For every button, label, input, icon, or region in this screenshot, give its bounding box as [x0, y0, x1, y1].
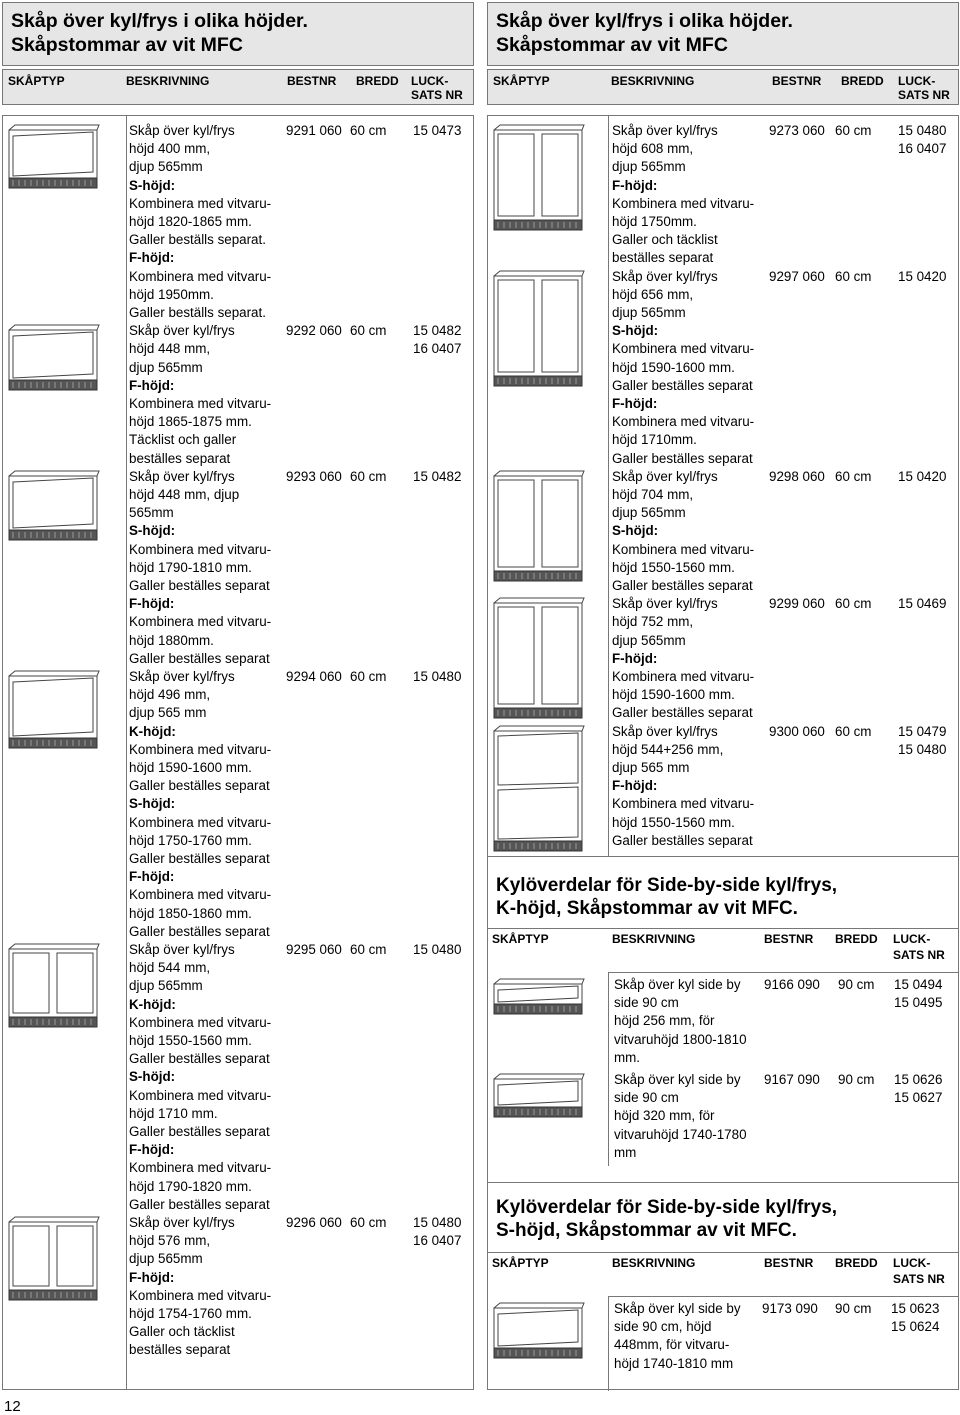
order-number: 9173 090	[762, 1301, 818, 1316]
description-line: djup 565 mm	[612, 760, 690, 775]
door-set-number: 15 0623	[891, 1301, 940, 1316]
description-line: höjd 608 mm,	[612, 141, 694, 157]
description-line: Galler beställes separat	[129, 1124, 270, 1140]
order-number: 9297 060	[769, 268, 825, 284]
description-line: höjd 1880mm.	[129, 632, 214, 648]
column-divider	[608, 972, 609, 1166]
description-line: vitvaruhöjd 1740-1780	[614, 1126, 747, 1142]
width-value: 60 cm	[350, 323, 387, 339]
product-row	[488, 122, 958, 268]
product-row	[488, 268, 958, 468]
description-line: Kombinera med vitvaru-	[129, 195, 272, 211]
door-set-number: 15 0495	[894, 995, 943, 1011]
row-description	[129, 322, 271, 468]
description-line: Galler beställes separat	[129, 578, 270, 594]
width-value: 60 cm	[350, 669, 387, 684]
width-value: 60 cm	[350, 942, 387, 957]
header-bestnr: BESTNR	[764, 932, 814, 946]
product-row	[488, 1071, 958, 1162]
order-number: 9298 060	[769, 468, 825, 484]
description-line: höjd 1754-1760 mm.	[129, 1306, 252, 1322]
height-label: F-höjd:	[612, 177, 658, 193]
description-line: höjd 1865-1875 mm.	[129, 414, 252, 430]
description-line: Täcklist och galler	[129, 432, 237, 448]
cabinet-drawing-icon	[3, 941, 103, 1029]
description-line: Skåp över kyl/frys	[612, 723, 718, 739]
row-description	[614, 976, 747, 1067]
description-line: Kombinera med vitvaru-	[129, 541, 272, 557]
description-line: höjd 320 mm, för	[614, 1108, 715, 1124]
description-line: Kombinera med vitvaru-	[612, 541, 755, 557]
description-line: Skåp över kyl side by	[614, 1301, 741, 1316]
description-line: höjd 1750-1760 mm.	[129, 832, 252, 848]
header-bestnr: BESTNR	[772, 74, 822, 88]
description-line: höjd 1790-1820 mm.	[129, 1178, 252, 1194]
description-line: side 90 cm	[614, 1090, 679, 1106]
description-line: Galler beställes separat	[129, 1196, 270, 1212]
header-bredd: BREDD	[841, 74, 884, 88]
header-skaptyp: SKÅPTYP	[8, 74, 65, 88]
description-line: höjd 656 mm,	[612, 286, 694, 302]
product-row	[488, 468, 958, 595]
width-value: 60 cm	[835, 723, 872, 739]
cabinet-drawing-icon	[488, 468, 588, 583]
door-set-number: 15 0626	[894, 1072, 943, 1087]
description-line: Kombinera med vitvaru-	[612, 195, 755, 211]
description-line: Galler beställes separat	[129, 1051, 270, 1067]
product-row	[3, 468, 473, 668]
row-description	[612, 468, 754, 595]
order-number: 9296 060	[286, 1215, 342, 1230]
order-number: 9299 060	[769, 596, 825, 612]
header-skaptyp: SKÅPTYP	[493, 74, 550, 88]
section-title-k-hojd-2: K-höjd, Skåpstommar av vit MFC.	[496, 898, 798, 919]
section-divider	[488, 1252, 958, 1253]
order-number: 9273 060	[769, 123, 825, 138]
description-line: Galler och täcklist	[612, 232, 718, 248]
description-line: Kombinera med vitvaru-	[129, 396, 272, 411]
width-value: 60 cm	[835, 596, 872, 612]
description-line: höjd 1590-1600 mm.	[129, 760, 252, 776]
header-lucksats-2: SATS NR	[893, 1272, 945, 1286]
description-line: djup 565mm	[612, 159, 686, 175]
header-beskrivning: BESKRIVNING	[612, 932, 696, 946]
order-number: 9291 060	[286, 123, 342, 138]
height-label: S-höjd:	[612, 523, 659, 539]
width-value: 60 cm	[835, 468, 872, 484]
right-column	[487, 2, 959, 1390]
order-number: 9292 060	[286, 323, 342, 339]
description-line: djup 565mm	[612, 305, 686, 320]
height-label: F-höjd:	[129, 869, 175, 885]
header-lucksats-1: LUCK-	[898, 74, 936, 88]
description-line: Skåp över kyl/frys	[129, 123, 235, 138]
cabinet-drawing-icon	[3, 668, 103, 750]
description-line: höjd 1950mm.	[129, 286, 214, 302]
door-set-number: 15 0482	[413, 468, 462, 484]
section-divider	[608, 1296, 958, 1297]
description-line: Kombinera med vitvaru-	[612, 341, 755, 357]
description-line: höjd 1750mm.	[612, 214, 697, 230]
description-line: mm	[614, 1144, 637, 1160]
width-value: 90 cm	[835, 1301, 872, 1316]
door-set-number: 15 0473	[413, 123, 462, 138]
description-line: Kombinera med vitvaru-	[612, 796, 755, 812]
header-beskrivning: BESKRIVNING	[612, 1256, 696, 1270]
product-row	[3, 941, 473, 1214]
cabinet-drawing-icon	[488, 976, 588, 1016]
section-title-k-hojd-1: Kylöverdelar för Side-by-side kyl/frys,	[496, 875, 838, 896]
description-line: höjd 752 mm,	[612, 614, 694, 630]
description-line: höjd 544 mm,	[129, 960, 211, 976]
row-description	[612, 122, 754, 268]
description-line: Kombinera med vitvaru-	[129, 814, 272, 830]
row-description	[614, 1300, 741, 1373]
section-title-s-hojd-1: Kylöverdelar för Side-by-side kyl/frys,	[496, 1197, 838, 1218]
product-row	[488, 723, 958, 850]
width-value: 60 cm	[835, 123, 872, 138]
description-line: djup 565mm	[129, 978, 203, 994]
section-divider	[608, 972, 958, 973]
header-beskrivning: BESKRIVNING	[126, 74, 210, 88]
product-row	[3, 322, 473, 468]
description-line: höjd 1820-1865 mm.	[129, 214, 252, 230]
description-line: höjd 496 mm,	[129, 687, 211, 703]
description-line: Skåp över kyl/frys	[129, 1215, 235, 1230]
height-label: F-höjd:	[129, 1269, 175, 1285]
description-line: Galler beställs separat.	[129, 232, 266, 248]
cabinet-drawing-icon	[488, 595, 588, 720]
width-value: 90 cm	[838, 977, 875, 992]
column-divider	[608, 116, 609, 856]
height-label: S-höjd:	[129, 177, 176, 193]
order-number: 9300 060	[769, 723, 825, 739]
product-row	[3, 122, 473, 322]
description-line: djup 565 mm	[129, 705, 207, 721]
door-set-number: 15 0480	[413, 669, 462, 684]
description-line: Skåp över kyl side by	[614, 977, 741, 992]
door-set-number: 16 0407	[898, 141, 947, 157]
description-line: höjd 1550-1560 mm.	[129, 1033, 252, 1049]
description-line: höjd 448 mm, djup	[129, 487, 240, 502]
row-description	[614, 1071, 747, 1162]
description-line: djup 565mm	[612, 632, 686, 648]
height-label: S-höjd:	[129, 523, 176, 539]
description-line: Kombinera med vitvaru-	[129, 1014, 272, 1030]
description-line: Galler beställes separat	[612, 450, 753, 466]
description-line: Galler beställes separat	[612, 578, 753, 594]
left-title-line-1: Skåp över kyl/frys i olika höjder.	[11, 10, 308, 32]
header-lucksats-1: LUCK-	[411, 74, 449, 88]
door-set-number: 16 0407	[413, 341, 462, 357]
door-set-number: 16 0407	[413, 1233, 462, 1249]
cabinet-drawing-icon	[488, 268, 588, 388]
width-value: 60 cm	[835, 268, 872, 284]
description-line: Galler beställes separat	[129, 851, 270, 867]
description-line: Galler beställs separat.	[129, 305, 266, 321]
description-line: Skåp över kyl/frys	[129, 669, 235, 684]
order-number: 9167 090	[764, 1072, 820, 1087]
description-line: Kombinera med vitvaru-	[129, 1287, 272, 1303]
description-line: höjd 1550-1560 mm.	[612, 814, 735, 830]
height-label: F-höjd:	[129, 596, 175, 612]
cabinet-drawing-icon	[3, 1214, 103, 1302]
product-row	[488, 595, 958, 722]
description-line: höjd 1710mm.	[612, 432, 697, 448]
description-line: Kombinera med vitvaru-	[129, 268, 272, 284]
description-line: Skåp över kyl/frys	[612, 596, 718, 612]
height-label: F-höjd:	[612, 650, 658, 666]
left-title-box	[2, 2, 474, 66]
description-line: side 90 cm, höjd	[614, 1319, 712, 1335]
description-line: mm.	[614, 1049, 641, 1065]
description-line: Galler beställes separat	[612, 832, 753, 848]
height-label: F-höjd:	[129, 250, 175, 266]
description-line: beställes separat	[129, 450, 231, 466]
section-divider	[488, 856, 958, 857]
header-bredd: BREDD	[835, 1256, 878, 1270]
cabinet-drawing-icon	[488, 723, 588, 853]
description-line: Galler beställes separat	[129, 650, 270, 666]
product-row	[488, 976, 958, 1067]
row-description	[129, 468, 271, 668]
description-line: djup 565mm	[129, 1251, 203, 1267]
description-line: Kombinera med vitvaru-	[129, 887, 272, 903]
door-set-number: 15 0480	[898, 123, 947, 138]
width-value: 60 cm	[350, 468, 387, 484]
right-table-header	[487, 69, 959, 105]
product-row	[3, 668, 473, 941]
description-line: Kombinera med vitvaru-	[612, 669, 755, 684]
cabinet-drawing-icon	[488, 1071, 588, 1119]
description-line: Skåp över kyl/frys	[612, 468, 718, 484]
description-line: Galler beställes separat	[129, 778, 270, 794]
left-column	[2, 2, 474, 1390]
order-number: 9295 060	[286, 942, 342, 957]
cabinet-drawing-icon	[3, 322, 103, 392]
description-line: Kombinera med vitvaru-	[129, 1087, 272, 1103]
row-description	[129, 1214, 271, 1360]
description-line: djup 565mm	[129, 159, 203, 175]
section-title-s-hojd-2: S-höjd, Skåpstommar av vit MFC.	[496, 1220, 797, 1241]
description-line: 448mm, för vitvaru-	[614, 1337, 730, 1353]
height-label: F-höjd:	[129, 377, 175, 393]
description-line: Galler beställes separat	[612, 377, 753, 393]
description-line: 565mm	[129, 505, 174, 521]
description-line: höjd 1550-1560 mm.	[612, 559, 735, 575]
section-divider	[488, 1182, 958, 1183]
order-number: 9166 090	[764, 977, 820, 992]
description-line: höjd 400 mm,	[129, 141, 211, 157]
description-line: höjd 448 mm,	[129, 341, 211, 357]
width-value: 60 cm	[350, 123, 387, 138]
width-value: 60 cm	[350, 1215, 387, 1230]
header-lucksats-1: LUCK-	[893, 932, 931, 946]
product-row	[488, 1300, 958, 1373]
description-line: höjd 1850-1860 mm.	[129, 905, 252, 921]
row-description	[129, 668, 271, 941]
description-line: beställes separat	[612, 250, 714, 266]
door-set-number: 15 0480	[898, 741, 947, 757]
header-skaptyp: SKÅPTYP	[492, 932, 549, 946]
order-number: 9294 060	[286, 669, 342, 684]
description-line: Galler beställes separat	[612, 705, 753, 721]
column-divider	[608, 1296, 609, 1391]
description-line: Skåp över kyl/frys	[129, 323, 235, 339]
description-line: höjd 1590-1600 mm.	[612, 359, 735, 375]
description-line: Skåp över kyl/frys	[612, 268, 718, 284]
door-set-number: 15 0482	[413, 323, 462, 339]
description-line: Skåp över kyl side by	[614, 1072, 741, 1087]
height-label: F-höjd:	[129, 1142, 175, 1158]
right-table-body	[487, 115, 959, 1390]
description-line: höjd 256 mm, för	[614, 1013, 715, 1029]
description-line: side 90 cm	[614, 995, 679, 1011]
height-label: S-höjd:	[612, 323, 659, 339]
description-line: djup 565mm	[129, 359, 203, 375]
description-line: höjd 1740-1810 mm	[614, 1355, 734, 1371]
header-lucksats-1: LUCK-	[893, 1256, 931, 1270]
door-set-number: 15 0480	[413, 1215, 462, 1230]
row-description	[612, 723, 754, 850]
height-label: S-höjd:	[129, 796, 176, 812]
door-set-number: 15 0624	[891, 1319, 940, 1335]
cabinet-drawing-icon	[488, 122, 588, 232]
height-label: K-höjd:	[129, 996, 176, 1012]
width-value: 90 cm	[838, 1072, 875, 1087]
right-title-line-1: Skåp över kyl/frys i olika höjder.	[496, 10, 793, 32]
header-lucksats-2: SATS NR	[411, 88, 463, 102]
row-description	[129, 941, 271, 1214]
product-row	[3, 1214, 473, 1360]
order-number: 9293 060	[286, 468, 342, 484]
door-set-number: 15 0420	[898, 268, 947, 284]
left-table-body	[2, 115, 474, 1390]
description-line: djup 565mm	[612, 505, 686, 521]
door-set-number: 15 0480	[413, 942, 462, 957]
door-set-number: 15 0469	[898, 596, 947, 612]
description-line: höjd 704 mm,	[612, 487, 694, 502]
left-title-line-2: Skåpstommar av vit MFC	[11, 34, 243, 56]
description-line: höjd 544+256 mm,	[612, 741, 724, 757]
description-line: Skåp över kyl/frys	[129, 468, 235, 484]
description-line: Skåp över kyl/frys	[612, 123, 718, 138]
header-bestnr: BESTNR	[287, 74, 337, 88]
page-number: 12	[4, 1398, 21, 1415]
cabinet-drawing-icon	[3, 468, 103, 542]
door-set-number: 15 0479	[898, 723, 947, 739]
row-description	[129, 122, 271, 322]
description-line: höjd 1790-1810 mm.	[129, 559, 252, 575]
door-set-number: 15 0494	[894, 977, 943, 992]
description-line: Kombinera med vitvaru-	[129, 614, 272, 630]
header-lucksats-2: SATS NR	[893, 948, 945, 962]
description-line: Kombinera med vitvaru-	[612, 414, 755, 430]
height-label: F-höjd:	[612, 778, 658, 794]
header-lucksats-2: SATS NR	[898, 88, 950, 102]
description-line: Skåp över kyl/frys	[129, 942, 235, 957]
header-bredd: BREDD	[356, 74, 399, 88]
description-line: Galler beställes separat	[129, 923, 270, 939]
description-line: höjd 576 mm,	[129, 1233, 211, 1249]
description-line: höjd 1710 mm.	[129, 1105, 218, 1121]
height-label: S-höjd:	[129, 1069, 176, 1085]
height-label: K-höjd:	[129, 723, 176, 739]
right-title-line-2: Skåpstommar av vit MFC	[496, 34, 728, 56]
header-bredd: BREDD	[835, 932, 878, 946]
right-title-box	[487, 2, 959, 66]
door-set-number: 15 0420	[898, 468, 947, 484]
door-set-number: 15 0627	[894, 1090, 943, 1106]
row-description	[612, 595, 754, 722]
height-label: F-höjd:	[612, 396, 658, 412]
description-line: Galler och täcklist	[129, 1324, 235, 1340]
description-line: Kombinera med vitvaru-	[129, 1160, 272, 1176]
description-line: beställes separat	[129, 1342, 231, 1358]
header-skaptyp: SKÅPTYP	[492, 1256, 549, 1270]
cabinet-drawing-icon	[3, 122, 103, 190]
description-line: Kombinera med vitvaru-	[129, 741, 272, 757]
description-line: vitvaruhöjd 1800-1810	[614, 1031, 747, 1047]
section-divider	[488, 928, 958, 929]
header-bestnr: BESTNR	[764, 1256, 814, 1270]
row-description	[612, 268, 754, 468]
header-beskrivning: BESKRIVNING	[611, 74, 695, 88]
cabinet-drawing-icon	[488, 1300, 588, 1360]
description-line: höjd 1590-1600 mm.	[612, 687, 735, 703]
left-table-header	[2, 69, 474, 105]
